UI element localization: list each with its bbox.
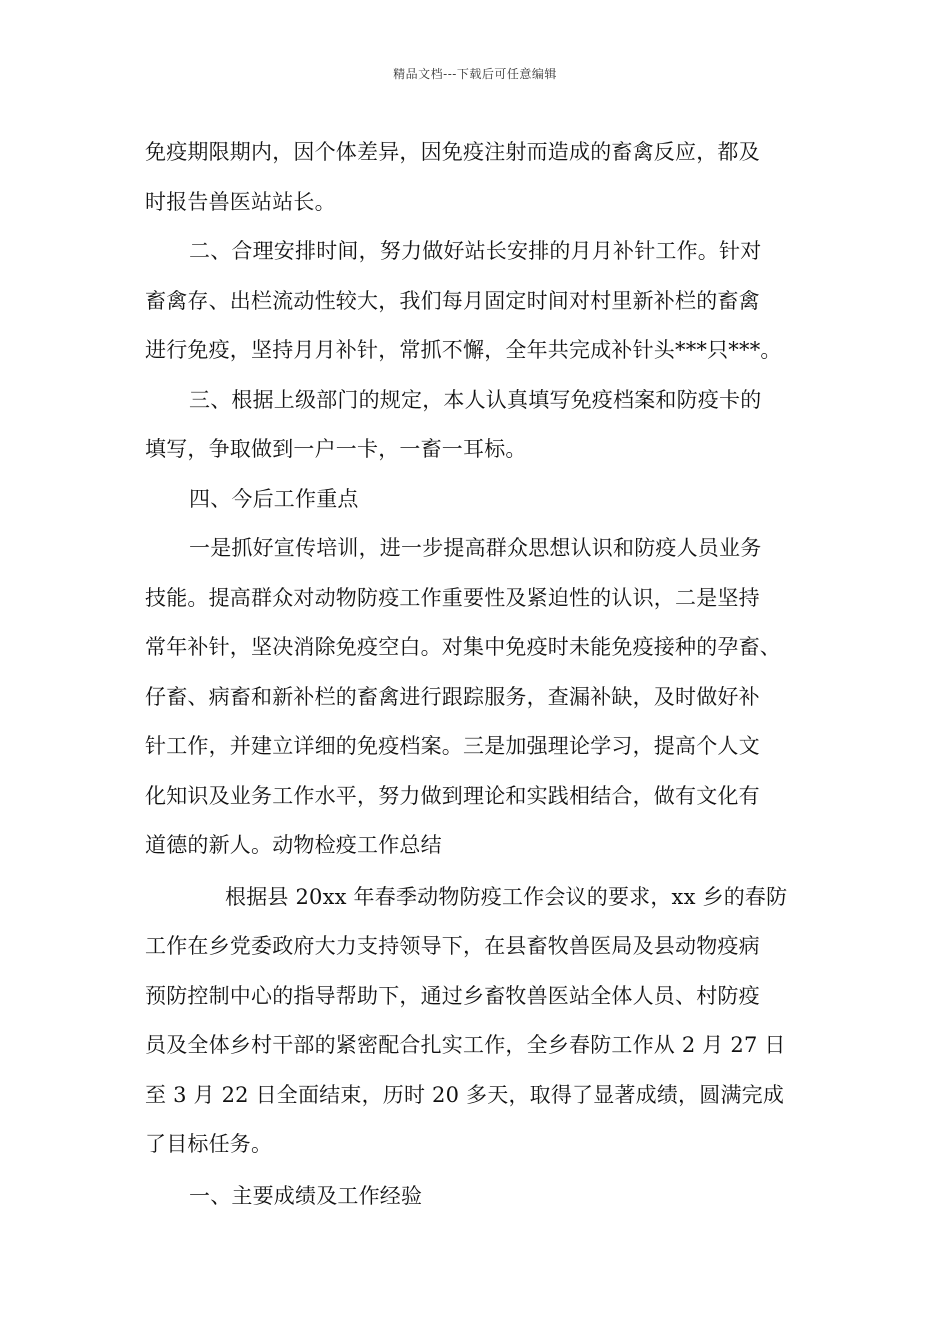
paragraph-line: 技能。提高群众对动物防疫工作重要性及紧迫性的认识，二是坚持 bbox=[145, 585, 760, 610]
paragraph-line: 时报告兽医站站长。 bbox=[145, 189, 336, 214]
paragraph-line: 填写，争取做到一户一卡，一畜一耳标。 bbox=[145, 437, 527, 461]
paragraph-line: 一是抓好宣传培训，进一步提高群众思想认识和防疫人员业务 bbox=[189, 536, 762, 560]
section-heading: 四、今后工作重点 bbox=[189, 486, 359, 511]
page-header: 精品文档---下载后可任意编辑 bbox=[393, 67, 557, 81]
paragraph-line: 仔畜、病畜和新补栏的畜禽进行跟踪服务，查漏补缺，及时做好补 bbox=[145, 684, 760, 709]
paragraph-line: 三、根据上级部门的规定，本人认真填写免疫档案和防疫卡的 bbox=[189, 387, 762, 412]
paragraph-line: 二、合理安排时间，努力做好站长安排的月月补针工作。针对 bbox=[189, 239, 762, 263]
paragraph-line: 免疫期限期内，因个体差异，因免疫注射而造成的畜禽反应，都及 bbox=[145, 140, 760, 164]
paragraph-line: 道德的新人。动物检疫工作总结 bbox=[145, 833, 442, 857]
paragraph-line: 进行免疫，坚持月月补针，常抓不懈，全年共完成补针头***只***。 bbox=[145, 338, 782, 362]
paragraph-line: 根据县 20xx 年春季动物防疫工作会议的要求，xx 乡的春防 bbox=[225, 884, 788, 909]
paragraph-line: 员及全体乡村干部的紧密配合扎实工作，全乡春防工作从 2 月 27 日 bbox=[145, 1033, 786, 1057]
paragraph-line: 预防控制中心的指导帮助下，通过乡畜牧兽医站全体人员、村防疫 bbox=[145, 983, 760, 1008]
paragraph-line: 至 3 月 22 日全面结束，历时 20 多天，取得了显著成绩，圆满完成 bbox=[145, 1082, 785, 1107]
paragraph-line: 了目标任务。 bbox=[145, 1132, 273, 1156]
document-body bbox=[145, 128, 809, 1221]
section-heading: 一、主要成绩及工作经验 bbox=[189, 1183, 423, 1208]
paragraph-line: 畜禽存、出栏流动性较大，我们每月固定时间对村里新补栏的畜禽 bbox=[145, 288, 760, 313]
paragraph-line: 化知识及业务工作水平，努力做到理论和实践相结合，做有文化有 bbox=[145, 783, 760, 808]
paragraph-line: 针工作，并建立详细的免疫档案。三是加强理论学习，提高个人文 bbox=[145, 734, 760, 758]
paragraph-line: 常年补针，坚决消除免疫空白。对集中免疫时未能免疫接种的孕畜、 bbox=[145, 635, 781, 659]
paragraph-line: 工作在乡党委政府大力支持领导下，在县畜牧兽医局及县动物疫病 bbox=[145, 934, 760, 958]
